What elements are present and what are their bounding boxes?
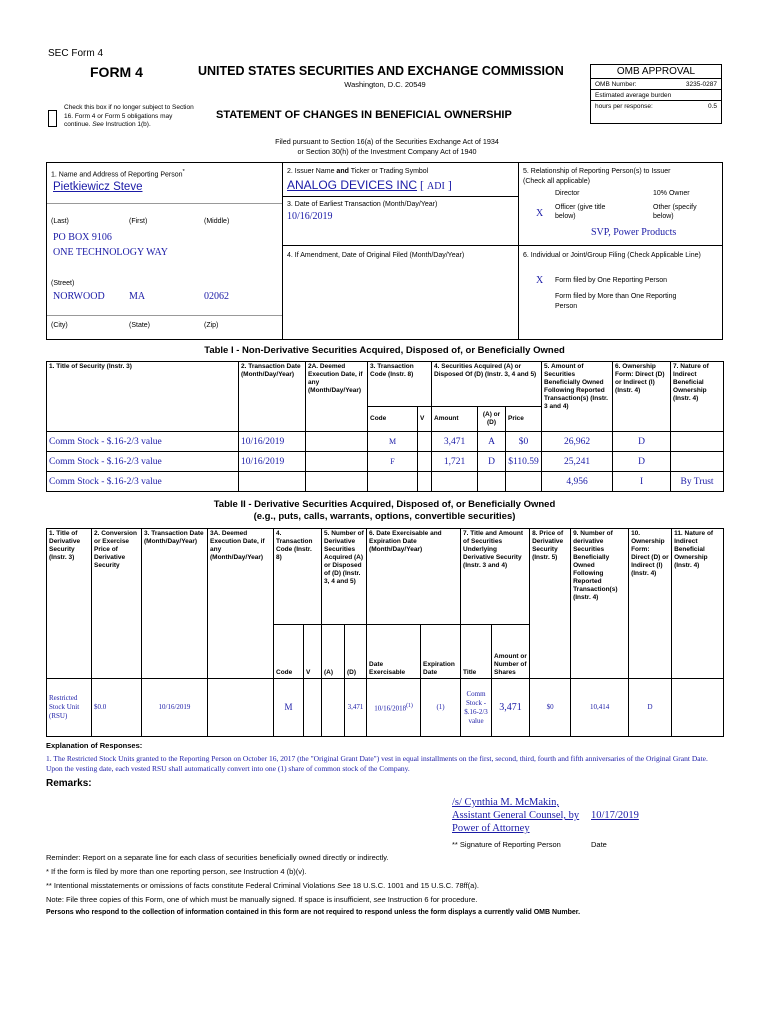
t2-code: M (274, 679, 304, 737)
omb-burden-label: Estimated average burden (591, 90, 721, 101)
state-label: (State) (129, 322, 151, 329)
t1-r2-owned: 25,241 (542, 452, 613, 472)
t1-r3-form: I (613, 472, 671, 492)
t1-price-head: Price (506, 407, 542, 432)
t2-deriv-price: $0 (530, 679, 571, 737)
zip-value: 02062 (204, 291, 229, 302)
reporting-person-label: 1. Name and Address of Reporting Person* (51, 169, 185, 179)
t1-h1: 1. Title of Security (Instr. 3) (47, 362, 239, 432)
t1-r1-price: $0 (506, 432, 542, 452)
t2-conversion-price: $0.0 (92, 679, 142, 737)
t1-h3: 3. Transaction Code (Instr. 8) (368, 362, 432, 407)
t2-date: 10/16/2019 (142, 679, 208, 737)
t1-amount-head: Amount (432, 407, 478, 432)
earliest-date-label: 3. Date of Earliest Transaction (Month/Day/Year) (287, 201, 438, 208)
middle-label: (Middle) (204, 218, 230, 225)
zip-label: (Zip) (204, 322, 219, 329)
officer-checkmark: X (536, 208, 544, 219)
t2-h10: 10. Ownership Form: Direct (D) or Indirect (I) (Instr. 4) (629, 529, 672, 679)
more-persons-label: Form filed by More than One Reporting Person (555, 293, 677, 310)
t1-r1-date: 10/16/2019 (239, 432, 306, 452)
t1-h4: 4. Securities Acquired (A) or Disposed Of (D) (Instr. 3, 4 and 5) (432, 362, 542, 407)
t1-r1-deemed (306, 432, 368, 452)
footer-copies-note: Note: File three copies of this Form, one of which must be manually signed. If space is insufficient, see Instruction 6 for procedure. (46, 895, 478, 904)
explanation-heading: Explanation of Responses: (46, 741, 143, 750)
footer-omb-note: Persons who respond to the collection of information contained in this form are not required to respond unless the form displays a currently valid OMB Number. (46, 909, 581, 916)
t2-code-head: Code (274, 625, 304, 679)
officer-title: SVP, Power Products (591, 227, 677, 238)
footer-reminder: Reminder: Report on a separate line for each class of securities beneficially owned directly or indirectly. (46, 853, 389, 862)
t1-r2-amount: 1,721 (432, 452, 478, 472)
filing-label: 6. Individual or Joint/Group Filing (Check Applicable Line) (523, 252, 701, 259)
signature-line-2: Assistant General Counsel, by (452, 810, 580, 821)
t2-h8: 8. Price of Derivative Security (Instr. 5) (530, 529, 571, 679)
t2-exp-head: Expiration Date (421, 625, 461, 679)
omb-hours-row: hours per response: 0.5 (595, 103, 717, 110)
t1-r3-date (239, 472, 306, 492)
t2-amt-head: Amount or Number of Shares (492, 625, 530, 679)
filed-pursuant: Filed pursuant to Section 16(a) of the Securities Exchange Act of 1934 or Section 30(h) of the Investment Company Act of 1940 (275, 137, 499, 156)
t1-r1-nature (671, 432, 724, 452)
sec-form-label: SEC Form 4 (48, 48, 104, 59)
table1-title: Table I - Non-Derivative Securities Acquired, Disposed of, or Beneficially Owned (204, 345, 565, 356)
t1-r3-v (418, 472, 432, 492)
commission-location: Washington, D.C. 20549 (344, 80, 426, 89)
city-value: NORWOOD (53, 291, 105, 302)
t1-r2-ad: D (478, 452, 506, 472)
issuer-name[interactable]: ANALOG DEVICES INC [ ADI ] (287, 178, 452, 192)
t2-h3a: 3A. Deemed Execution Date, if any (Month/Day/Year) (208, 529, 274, 679)
t2-h7: 7. Title and Amount of Securities Underlying Derivative Security (Instr. 3 and 4) (461, 529, 530, 625)
other-label: Other (specify below) (653, 204, 697, 220)
t1-r3-owned: 4,956 (542, 472, 613, 492)
t1-r1-form: D (613, 432, 671, 452)
signature-line-1: /s/ Cynthia M. McMakin, (452, 797, 560, 808)
t1-r3-title: Comm Stock - $.16-2/3 value (47, 472, 239, 492)
t2-owned: 10,414 (571, 679, 629, 737)
state-value: MA (129, 291, 146, 302)
t1-h2: 2. Transaction Date (Month/Day/Year) (239, 362, 306, 432)
t1-r1-code: M (368, 432, 418, 452)
last-label: (Last) (51, 218, 69, 225)
t1-r2-price: $110.59 (506, 452, 542, 472)
t2-exercisable: 10/16/2018$^{(1)}$ (367, 679, 421, 737)
first-label: (First) (129, 218, 148, 225)
remarks-heading: Remarks: (46, 778, 92, 789)
t2-v (304, 679, 322, 737)
t2-h4: 4. Transaction Code (Instr. 8) (274, 529, 322, 625)
section16-checkbox[interactable] (48, 110, 57, 127)
t1-r2-title: Comm Stock - $.16-2/3 value (47, 452, 239, 472)
t1-r2-deemed (306, 452, 368, 472)
t1-r2-nature (671, 452, 724, 472)
t1-r1-title: Comm Stock - $.16-2/3 value (47, 432, 239, 452)
t2-h11: 11. Nature of Indirect Beneficial Ownership (Instr. 4) (672, 529, 724, 679)
t1-r2-date: 10/16/2019 (239, 452, 306, 472)
omb-number-row: OMB Number: 3235-0287 (591, 79, 721, 90)
t2-a (322, 679, 345, 737)
address-line-2: ONE TECHNOLOGY WAY (53, 247, 168, 258)
footer-violation-note: ** Intentional misstatements or omissions of facts constitute Federal Criminal Violations See 18 U.S.C. 1001 and 15 U.S.C. 78ff(a). (46, 881, 479, 890)
reporting-info-box (46, 162, 723, 340)
issuer-label: 2. Issuer Name and Ticker or Trading Symbol (287, 168, 429, 175)
omb-title: OMB APPROVAL (591, 65, 721, 79)
t1-r3-amount (432, 472, 478, 492)
t2-security: Restricted Stock Unit (RSU) (47, 679, 92, 737)
t2-expiration: (1) (421, 679, 461, 737)
t2-h3: 3. Transaction Date (Month/Day/Year) (142, 529, 208, 679)
table-row (47, 432, 724, 452)
t1-r3-code (368, 472, 418, 492)
signature-line-3: Power of Attorney (452, 823, 530, 834)
footer-star-note: * If the form is filed by more than one reporting person, see Instruction 4 (b)(v). (46, 867, 307, 876)
one-person-checkmark: X (536, 275, 544, 286)
table-row (47, 472, 724, 492)
t2-h5: 5. Number of Derivative Securities Acquired (A) or Disposed of (D) (Instr. 3, 4 and 5) (322, 529, 367, 625)
t2-underlying-title: Comm Stock - $.16-2/3 value (461, 679, 492, 737)
t2-h9: 9. Number of derivative Securities Beneficially Owned Following Reported Transaction(s) (Instr. 4) (571, 529, 629, 679)
ten-pct-label: 10% Owner (653, 190, 690, 197)
relationship-check: (Check all applicable) (523, 178, 590, 185)
checkbox-text: Check this box if no longer subject to Section 16. Form 4 or Form 5 obligations may continue. See Instruction 1(b). (64, 104, 194, 128)
director-label: Director (555, 190, 580, 197)
t1-r1-owned: 26,962 (542, 432, 613, 452)
t1-r1-amount: 3,471 (432, 432, 478, 452)
t2-nature (672, 679, 724, 737)
t1-code-head: Code (368, 407, 418, 432)
t1-r3-ad (478, 472, 506, 492)
table2 (46, 528, 724, 737)
t2-title-head: Title (461, 625, 492, 679)
t2-h2: 2. Conversion or Exercise Price of Derivative Security (92, 529, 142, 679)
address-line-1: PO BOX 9106 (53, 232, 112, 243)
city-label: (City) (51, 322, 68, 329)
officer-label: Officer (give title below) (555, 204, 606, 220)
one-person-label: Form filed by One Reporting Person (555, 277, 668, 284)
t2-deemed (208, 679, 274, 737)
form-number: FORM 4 (90, 64, 143, 80)
relationship-label: 5. Relationship of Reporting Person(s) to Issuer (523, 168, 671, 175)
t2-underlying-amount: 3,471 (492, 679, 530, 737)
t2-h1: 1. Title of Derivative Security (Instr. 3) (47, 529, 92, 679)
signature-date: 10/17/2019 (591, 810, 639, 821)
explanation-text: 1. The Restricted Stock Units granted to the Reporting Person on October 16, 2017 (the "Original Grant Date") vest in equal installments on the first, second, third, fourth and fifth anniversaries of the Original Grant Date. Upon the vesting date, each vested RSU shall automatically convert into one (1) share of common stock of the Company. (46, 754, 708, 773)
t1-h7: 7. Nature of Indirect Beneficial Ownership (Instr. 4) (671, 362, 724, 432)
t1-r1-ad: A (478, 432, 506, 452)
t2-h6: 6. Date Exercisable and Expiration Date (Month/Day/Year) (367, 529, 461, 625)
t1-r1-v (418, 432, 432, 452)
table-row (47, 679, 724, 737)
t1-r3-nature: By Trust (671, 472, 724, 492)
t1-h2a: 2A. Deemed Execution Date, if any (Month/Day/Year) (306, 362, 368, 432)
earliest-date: 10/16/2019 (287, 211, 333, 222)
t2-v-head: V (304, 625, 322, 679)
t1-r2-v (418, 452, 432, 472)
reporting-person-name[interactable]: Pietkiewicz Steve (53, 181, 143, 193)
omb-approval-box (590, 64, 722, 124)
table1 (46, 361, 724, 492)
statement-title: STATEMENT OF CHANGES IN BENEFICIAL OWNERSHIP (216, 109, 512, 121)
t1-h6: 6. Ownership Form: Direct (D) or Indirect (I) (Instr. 4) (613, 362, 671, 432)
t2-form: D (629, 679, 672, 737)
t2-d-head: (D) (345, 625, 367, 679)
t1-ad-head: (A) or (D) (478, 407, 506, 432)
amendment-label: 4. If Amendment, Date of Original Filed (Month/Day/Year) (287, 252, 465, 259)
t2-a-head: (A) (322, 625, 345, 679)
t1-v-head: V (418, 407, 432, 432)
t1-r3-deemed (306, 472, 368, 492)
t1-r2-form: D (613, 452, 671, 472)
street-label: (Street) (51, 280, 75, 287)
t1-r3-price (506, 472, 542, 492)
table-row (47, 452, 724, 472)
t1-r2-code: F (368, 452, 418, 472)
table2-title: Table II - Derivative Securities Acquired, Disposed of, or Beneficially Owned (e.g., puts, calls, warrants, options, convertible securities) (213, 499, 556, 522)
t2-d: 3,471 (345, 679, 367, 737)
t2-date-ex-head: Date Exercisable (367, 625, 421, 679)
signature-label: ** Signature of Reporting Person (452, 840, 561, 849)
date-label: Date (591, 840, 607, 849)
commission-title: UNITED STATES SECURITIES AND EXCHANGE COMMISSION (198, 64, 564, 78)
t1-h5: 5. Amount of Securities Beneficially Owned Following Reported Transaction(s) (Instr. 3 and 4) (542, 362, 613, 432)
